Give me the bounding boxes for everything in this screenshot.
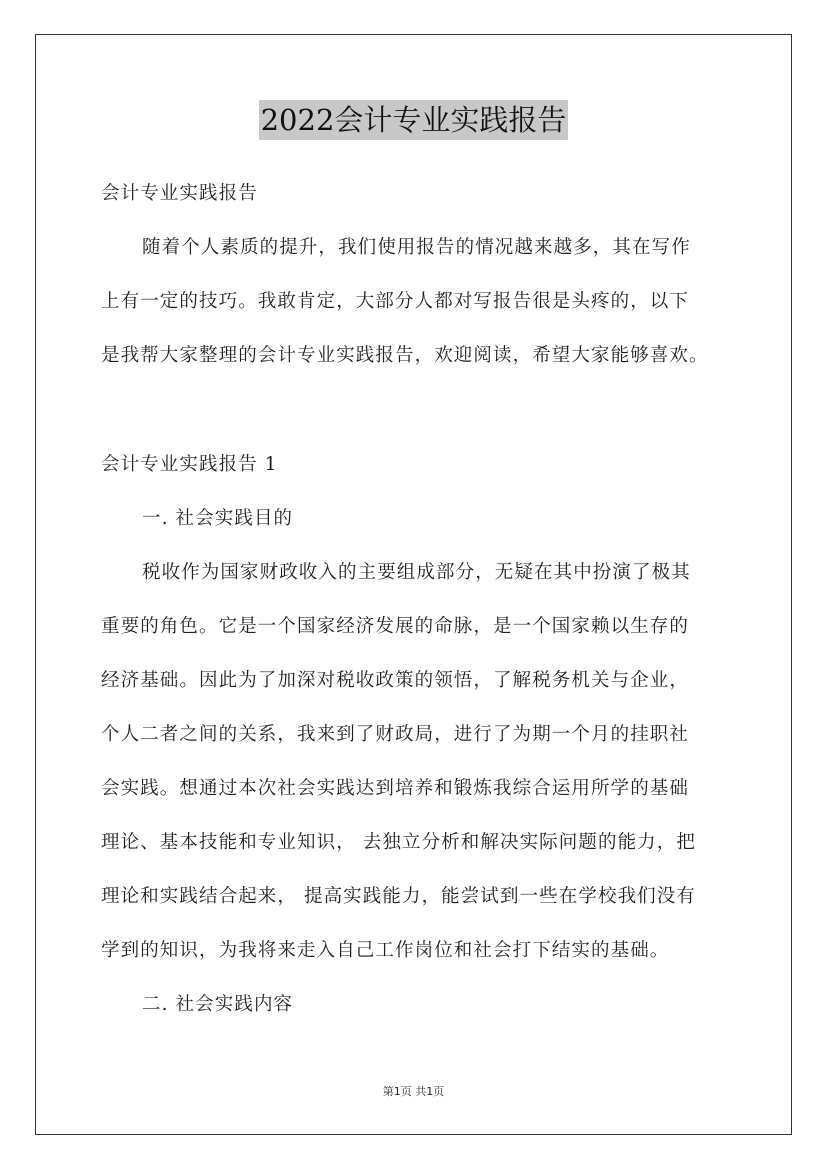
title-container [0, 100, 827, 140]
document-subtitle: 会计专业实践报告 [101, 183, 258, 204]
body-line-2: 重要的角色。它是一个国家经济发展的命脉，是一个国家赖以生存的 [101, 616, 690, 637]
part-heading-1: 一. 社会实践目的 [142, 508, 294, 529]
body-line-8: 学到的知识，为我将来走入自己工作岗位和社会打下结实的基础。 [101, 940, 670, 961]
body-line-7: 理论和实践结合起来， 提高实践能力，能尝试到一些在学校我们没有 [101, 886, 696, 907]
intro-line-3: 是我帮大家整理的会计专业实践报告，欢迎阅读，希望大家能够喜欢。 [101, 345, 709, 366]
intro-line-1: 随着个人素质的提升，我们使用报告的情况越来越多，其在写作 [142, 237, 691, 258]
section-heading-1: 会计专业实践报告 1 [101, 454, 278, 475]
part-heading-2: 二. 社会实践内容 [142, 994, 294, 1015]
body-line-3: 经济基础。因此为了加深对税收政策的领悟，了解税务机关与企业， [101, 670, 690, 691]
body-line-4: 个人二者之间的关系，我来到了财政局，进行了为期一个月的挂职社 [101, 724, 690, 745]
document-title: 2022会计专业实践报告 [259, 100, 569, 140]
body-line-1: 税收作为国家财政收入的主要组成部分，无疑在其中扮演了极其 [142, 562, 691, 583]
page-number: 第1页 共1页 [382, 1085, 445, 1098]
body-line-5: 会实践。想通过本次社会实践达到培养和锻炼我综合运用所学的基础 [101, 778, 690, 799]
intro-line-2: 上有一定的技巧。我敢肯定，大部分人都对写报告很是头疼的，以下 [101, 291, 690, 312]
body-line-6: 理论、基本技能和专业知识， 去独立分析和解决实际问题的能力，把 [101, 832, 696, 853]
